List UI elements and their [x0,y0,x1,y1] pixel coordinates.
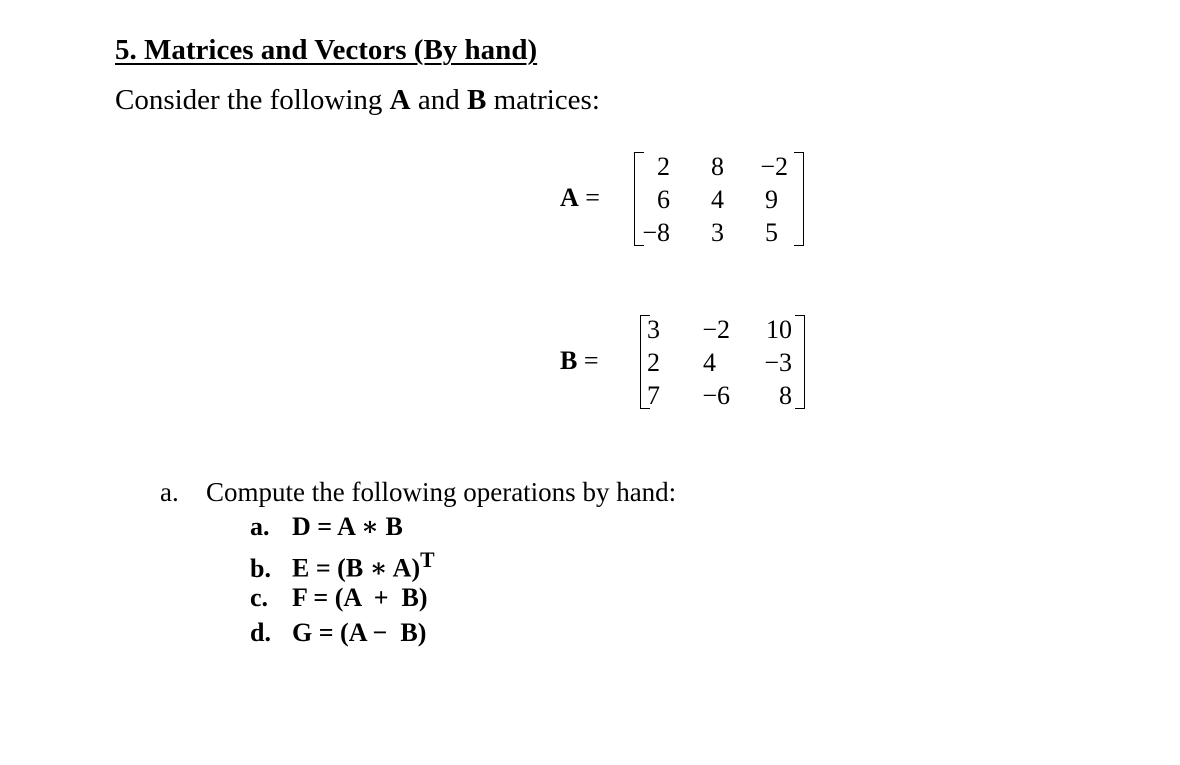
matrix-a-cell-2-3: 9 [765,185,778,214]
task-item [160,477,676,508]
subtask-item [250,583,428,613]
matrix-b-cell-3-3: 8 [779,381,792,410]
intro-suffix: matrices: [486,84,600,116]
matrix-b-label [560,346,599,376]
matrix-a-cell-2-2: 4 [711,185,724,214]
subtask-expression: D = A ∗ B [292,512,403,541]
task-marker: a. [160,477,179,507]
intro-middle: and [410,84,467,116]
intro-text [115,84,600,117]
matrix-a-cell-3-2: 3 [711,218,724,247]
matrix-a-cell-1-1: 2 [657,152,670,181]
intro-prefix: Consider the following [115,84,390,116]
matrix-a-cell-3-3: 5 [765,218,778,247]
subtask-marker: a. [250,512,270,541]
matrix-a-name: A [560,183,579,212]
matrix-a-cell-2-1: 6 [657,185,670,214]
matrix-b-cell-3-1: 7 [647,381,660,410]
matrix-a-cell-1-3: −2 [760,152,788,181]
subtask-item [250,548,435,584]
matrix-b-cell-1-3: 10 [766,315,792,344]
matrix-a-equals: = [578,183,600,212]
matrix-a-equation [560,150,820,250]
subtask-expression: G = (A − B) [292,618,427,647]
matrix-b-name: B [560,346,578,375]
subtask-marker: b. [250,553,271,583]
task-text: Compute the following operations by hand: [206,477,677,507]
subtask-marker: d. [250,618,271,647]
subtask-expression: F = (A + B) [292,583,428,612]
subtask-item [250,512,403,542]
intro-matrix-a: A [389,84,411,116]
matrix-b-equation [560,313,820,413]
matrix-b-cell-2-3: −3 [764,348,792,377]
matrix-b-cell-1-1: 3 [647,315,660,344]
subtask-item [250,618,426,648]
matrix-b-cell-3-2: −6 [702,381,730,410]
subtask-marker: c. [250,583,269,612]
matrix-b-cell-2-2: 4 [703,348,716,377]
matrix-b-equals: = [577,346,599,375]
subtask-expression: E = (B ∗ A) [292,553,421,583]
matrix-a-cell-1-2: 8 [711,152,724,181]
matrix-b-right-bracket [795,315,805,409]
matrix-a-right-bracket [794,152,804,246]
matrix-b-cell-1-2: −2 [702,315,730,344]
matrix-b-cell-2-1: 2 [647,348,660,377]
transpose-superscript: T [420,548,435,572]
matrix-a-label [560,183,600,213]
matrix-a-cell-3-1: −8 [642,218,670,247]
section-heading: 5. Matrices and Vectors (By hand) [115,34,538,66]
intro-matrix-b: B [467,84,487,116]
